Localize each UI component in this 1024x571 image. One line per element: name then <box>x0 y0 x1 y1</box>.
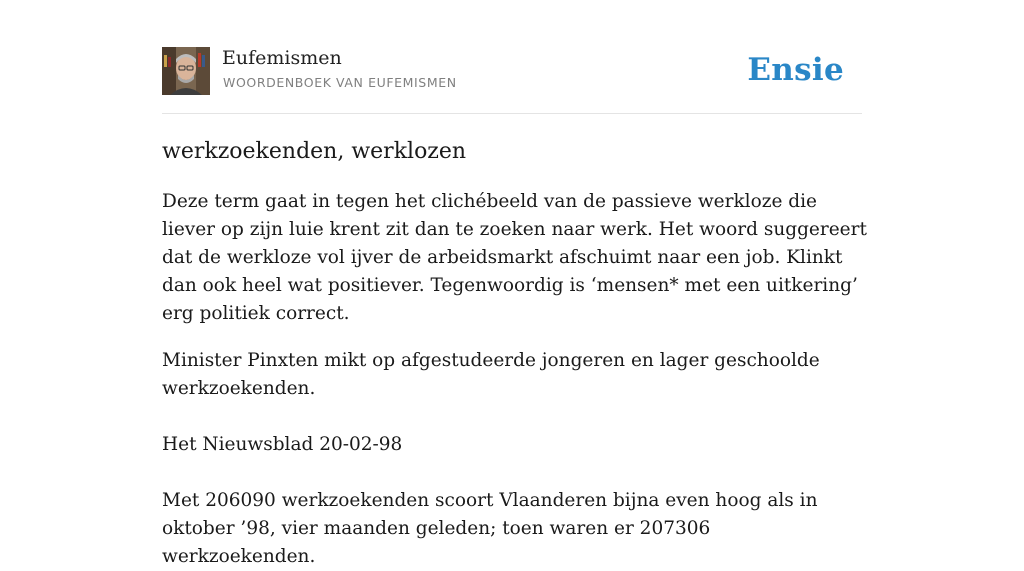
author-avatar[interactable] <box>162 47 210 95</box>
entry-source: Het Nieuwsblad 20-02-98 <box>162 434 403 455</box>
avatar-portrait-image <box>162 47 210 95</box>
entry-content <box>162 136 867 571</box>
site-subtitle: WOORDENBOEK VAN EUFEMISMEN <box>223 75 457 90</box>
entry-paragraph: Minister Pinxten mikt op afgestudeerde jongeren en lager geschoolde werkzoekenden. <box>162 350 820 399</box>
site-header <box>162 46 862 96</box>
entry-title: werkzoekenden, werklozen <box>162 139 467 164</box>
entry-paragraph: Met 206090 werkzoekenden scoort Vlaanderen bijna even hoog als in oktober ’98, vier maanden geleden; toen waren er 207306 werkzoekenden. <box>162 490 818 567</box>
ensie-logo[interactable]: Ensie <box>747 52 844 88</box>
site-title[interactable]: Eufemismen <box>222 47 342 69</box>
entry-paragraph: Deze term gaat in tegen het clichébeeld van de passieve werkloze die liever op zijn luie krent zit dan te zoeken naar werk. Het woord suggereert dat de werkloze vol ijver de arbeidsmarkt afschuimt naar een job. Klinkt dan ook heel wat positiever. Tegenwoordig is ‘mensen* met een uitkering’ erg politiek correct. <box>162 191 867 324</box>
header-divider <box>162 113 862 114</box>
